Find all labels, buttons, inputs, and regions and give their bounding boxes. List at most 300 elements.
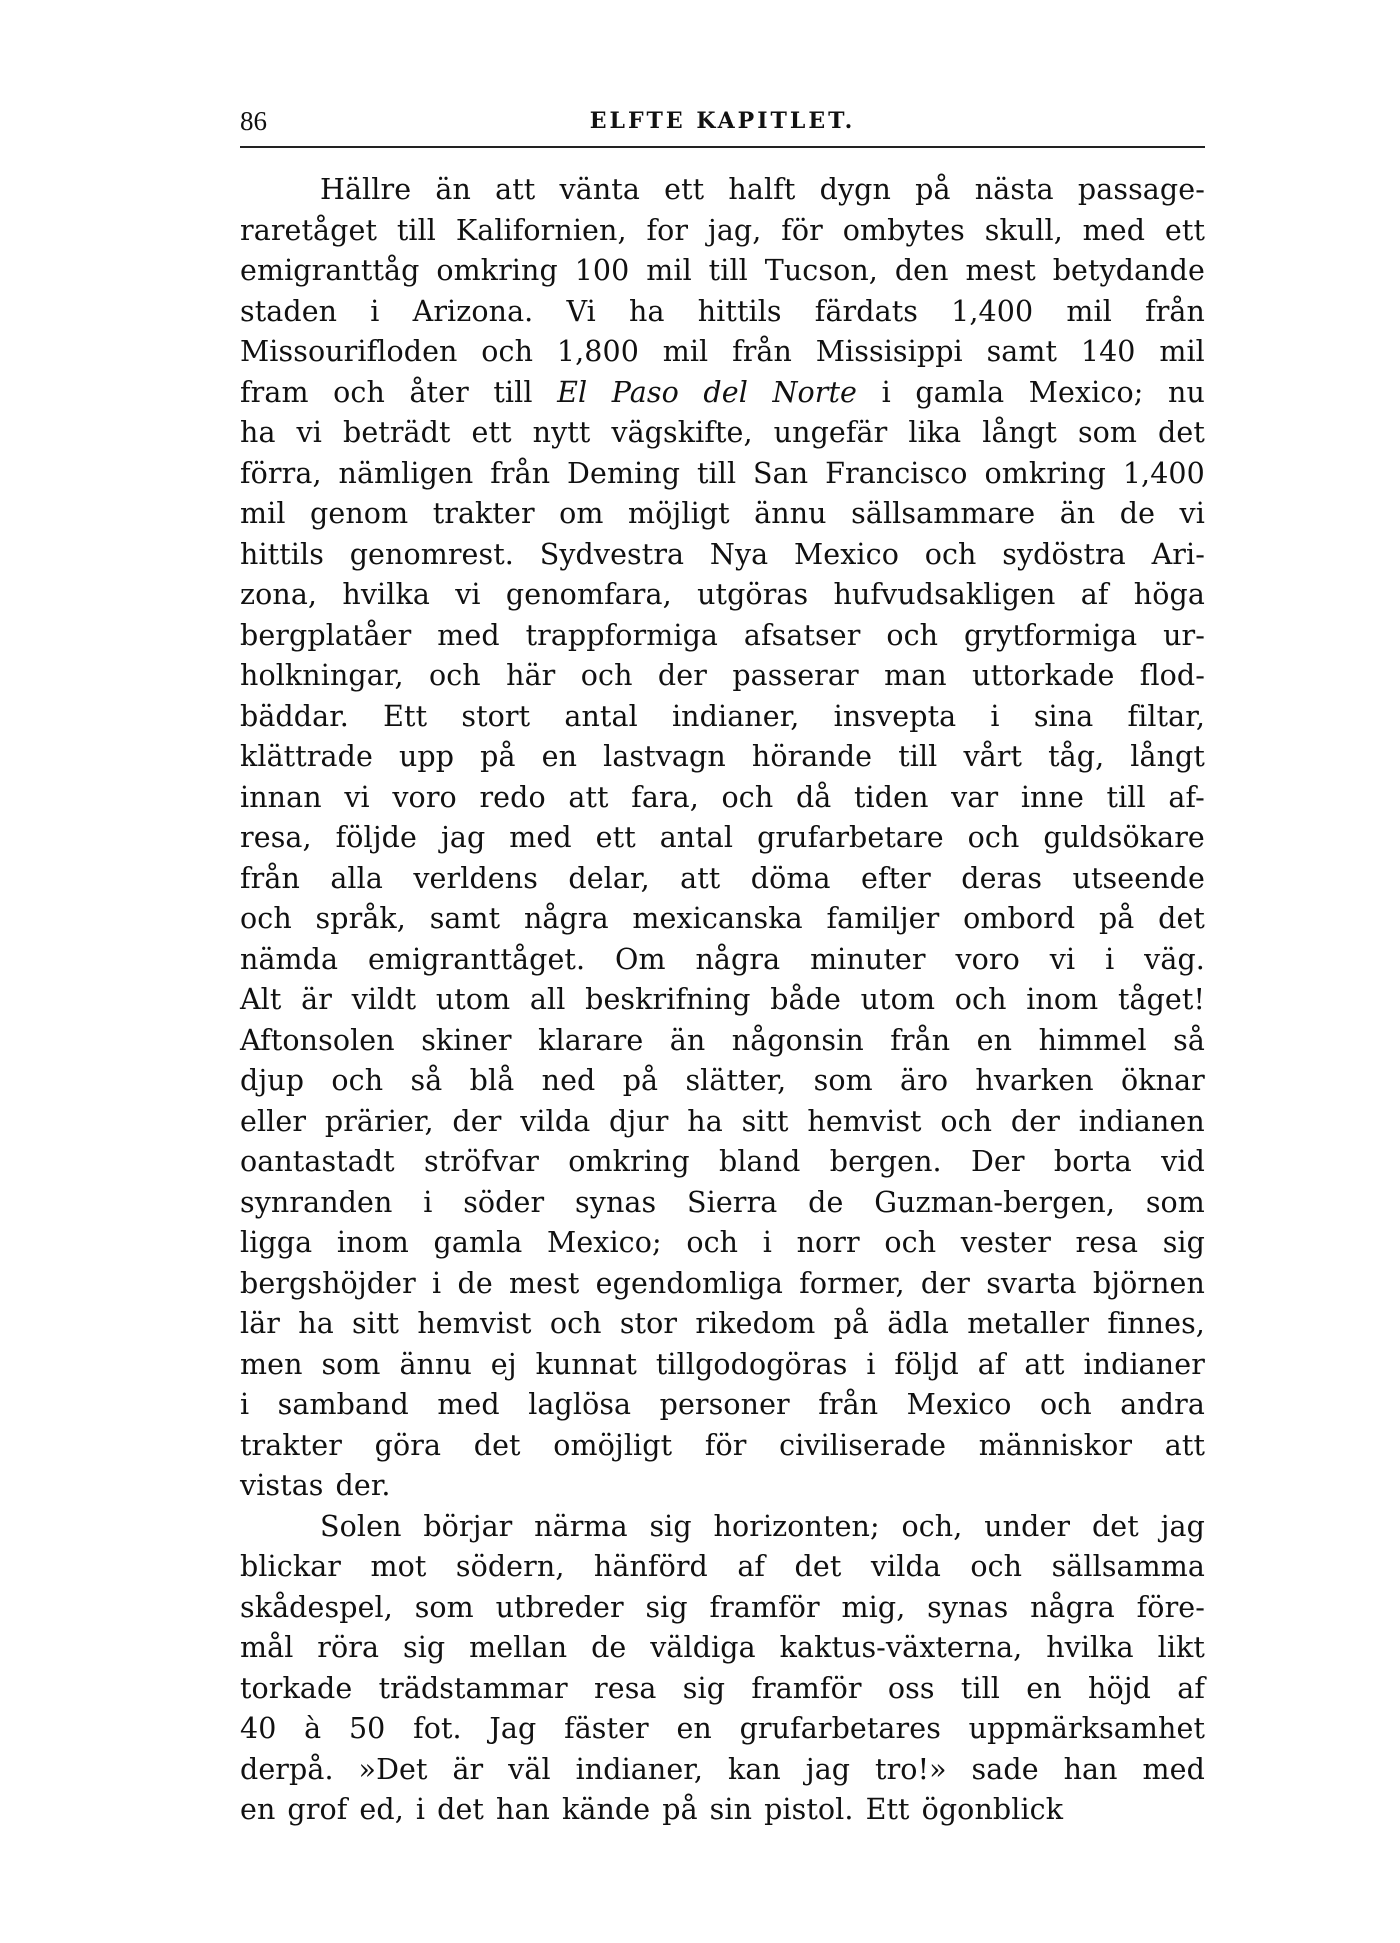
word: en [240, 1793, 276, 1826]
word: framför [751, 1671, 862, 1705]
text-line [240, 859, 1205, 900]
word: det [1158, 416, 1205, 449]
word: från [732, 335, 792, 368]
word: det [1158, 902, 1205, 935]
word: Kalifornien, [455, 213, 627, 247]
word: civiliserade [779, 1428, 947, 1462]
word: Der [970, 1145, 1025, 1178]
word: af [977, 1347, 1006, 1381]
word: ett [1164, 213, 1205, 247]
word: till [493, 375, 533, 409]
word: att [1024, 1347, 1065, 1381]
word: sig [682, 1671, 726, 1705]
word: som [414, 1590, 474, 1624]
word: 50 [348, 1712, 386, 1745]
word: resa, [240, 821, 312, 854]
word: är [301, 983, 332, 1016]
word: och [428, 659, 481, 692]
text-line [240, 251, 1205, 292]
word: och [331, 1064, 384, 1097]
word: 1,800 [556, 335, 639, 368]
word: från [1145, 294, 1205, 328]
word: fäster [564, 1712, 649, 1745]
word: ha [629, 294, 665, 328]
word: kände [562, 1793, 651, 1826]
word: utgöras [697, 578, 809, 611]
word: hvilka [1046, 1631, 1134, 1664]
word: Alt [240, 983, 282, 1016]
word: samband [277, 1388, 409, 1421]
word: med [1082, 213, 1146, 247]
word: bergshöjder [240, 1266, 416, 1300]
word: väg. [1144, 942, 1205, 976]
word: Paso [611, 375, 679, 409]
text-line [240, 1102, 1205, 1143]
word: sig [1162, 1226, 1205, 1259]
word: de [457, 1266, 493, 1300]
word: för [781, 213, 823, 247]
word: den [894, 254, 949, 287]
word: for [646, 213, 689, 247]
word: på [622, 1064, 659, 1097]
word: och [686, 1226, 739, 1259]
word: klarare [538, 1023, 644, 1057]
word: man [884, 659, 947, 692]
word: så [410, 1064, 443, 1097]
word: holkningar, [240, 659, 404, 692]
chapter-title: ELFTE KAPITLET. [589, 108, 856, 134]
word: att [680, 861, 721, 895]
word: mest [509, 1266, 580, 1300]
word: ädla [887, 1307, 949, 1340]
word: himmel [1038, 1023, 1147, 1057]
word: guldsökare [1043, 821, 1205, 854]
word: han [495, 1793, 550, 1826]
word: horizonten; [713, 1509, 880, 1543]
word: i [762, 1226, 772, 1259]
text-line [240, 535, 1205, 576]
word: hittils [240, 537, 324, 571]
word: sällsamma [1051, 1550, 1205, 1583]
text-line [240, 1466, 1205, 1507]
word: synas [927, 1590, 1009, 1624]
word: emigranttåget. [367, 942, 586, 976]
word: sig [649, 1509, 692, 1543]
word: mot [370, 1550, 427, 1583]
word: mest [965, 254, 1036, 287]
word: inom [336, 1226, 409, 1259]
text-line [240, 454, 1205, 495]
word: döma [750, 861, 831, 895]
word: kan [727, 1752, 781, 1786]
word: indianer [1083, 1347, 1205, 1381]
word: bäddar. [240, 699, 349, 733]
word: före- [1136, 1590, 1205, 1624]
word: der [1010, 1104, 1060, 1138]
word: Mexico [906, 1388, 1012, 1421]
word: jag [805, 1752, 851, 1786]
text-line [240, 170, 1205, 211]
word: i [1105, 942, 1115, 976]
word: torkade [240, 1671, 353, 1705]
word: 1,400 [1122, 456, 1205, 490]
word: dygn [819, 173, 891, 206]
word: i [866, 1347, 876, 1381]
word: vi [455, 578, 481, 611]
word: det [437, 1793, 484, 1826]
word: genomrest. [349, 537, 514, 571]
text-line [240, 818, 1205, 859]
word: emigranttåg [240, 254, 420, 287]
word: trädstammar [378, 1671, 568, 1705]
word: vi [296, 416, 322, 449]
word: oss [887, 1671, 935, 1705]
word: borta [1053, 1145, 1132, 1178]
word: närma [534, 1509, 628, 1543]
word: och [549, 1307, 602, 1340]
word: nytt [532, 416, 591, 449]
word: ett [471, 416, 512, 449]
word: blickar [240, 1550, 342, 1583]
word: af [737, 1550, 766, 1583]
word: kaktus-växterna, [779, 1631, 1023, 1664]
word: färdats [814, 294, 918, 328]
word: alla [330, 861, 383, 895]
word: till [960, 1671, 1001, 1705]
word: nu [1167, 375, 1205, 409]
word: redo [479, 780, 546, 814]
word: sig [645, 1590, 688, 1624]
word: göra [374, 1428, 442, 1462]
word: Mexico [794, 537, 899, 571]
text-line [240, 1507, 1205, 1548]
word: trakter [240, 1428, 342, 1462]
word: indianer, [575, 1752, 704, 1786]
word: under [984, 1509, 1071, 1543]
word: omöjligt [553, 1428, 673, 1462]
text-line [240, 1588, 1205, 1629]
word: och [1040, 1388, 1092, 1421]
word: trappformiga [525, 618, 719, 652]
word: hemvist [417, 1307, 532, 1340]
word: och [884, 1226, 937, 1259]
text-line [240, 494, 1205, 535]
word: vi [344, 780, 370, 814]
word: till [708, 254, 748, 287]
word: gamla [433, 1226, 523, 1259]
word: af- [1168, 780, 1205, 814]
word: tiden [854, 780, 929, 814]
word: mål [240, 1631, 294, 1664]
word: finnes, [1107, 1307, 1205, 1340]
word: de [1119, 497, 1156, 530]
word: pistol. [764, 1793, 854, 1826]
word: en [676, 1712, 712, 1745]
word: Om [615, 942, 666, 976]
text-line [240, 1304, 1205, 1345]
text-line [240, 1345, 1205, 1386]
word: ha [687, 1104, 723, 1138]
text-line [240, 616, 1205, 657]
word: efter [861, 861, 931, 895]
word: »Det [358, 1752, 428, 1786]
word: än [1059, 497, 1096, 530]
word: rikedom [695, 1307, 816, 1340]
word: åter [409, 375, 469, 409]
header-rule [240, 146, 1205, 148]
word: nämda [240, 942, 339, 976]
word: vi [1179, 497, 1205, 530]
word: raretåget [240, 213, 378, 247]
word: jag, [707, 213, 762, 247]
word: långt [982, 416, 1057, 449]
word: följde [335, 821, 417, 854]
word: från [890, 1023, 951, 1057]
word: beträdt [342, 416, 451, 449]
word: hvarken [975, 1064, 1094, 1097]
word: ombord [963, 902, 1076, 935]
word: grufarbetares [739, 1712, 941, 1745]
text-line [240, 1790, 1205, 1831]
word: minuter [810, 942, 926, 976]
word: Jag [489, 1712, 537, 1745]
word: San [753, 456, 809, 490]
word: vänta [559, 173, 640, 206]
word: i [370, 294, 380, 328]
word: El [557, 375, 588, 409]
word: 100 [574, 254, 630, 287]
word: som [321, 1347, 381, 1381]
word: laglösa [528, 1388, 632, 1421]
word: vilda [520, 1104, 591, 1138]
word: indianen [1078, 1104, 1205, 1138]
word: sade [971, 1752, 1039, 1786]
word: skull, [984, 213, 1063, 247]
word: kunnat [535, 1347, 637, 1381]
word: sin [709, 1793, 753, 1826]
word: framför [709, 1590, 820, 1624]
word: i [240, 1388, 250, 1421]
word: lastvagn [603, 740, 726, 773]
word: de [808, 1185, 844, 1219]
text-line [240, 940, 1205, 981]
word: lär [240, 1307, 281, 1340]
word: vid [1161, 1145, 1205, 1178]
word: så [1173, 1023, 1205, 1057]
word: norr [796, 1226, 860, 1259]
word: han [1063, 1752, 1118, 1786]
word: var [951, 780, 999, 814]
word: från [240, 861, 300, 895]
word: vildt [351, 983, 417, 1016]
text-line [240, 1547, 1205, 1588]
word: vilda [870, 1550, 941, 1583]
text-line [240, 1628, 1205, 1669]
word: några [695, 942, 781, 976]
word: och [970, 1550, 1023, 1583]
word: på [915, 173, 951, 206]
word: der [657, 659, 707, 692]
word: ungefär [773, 416, 888, 449]
word: flod- [1139, 659, 1205, 692]
text-line [240, 778, 1205, 819]
word: med [509, 821, 572, 854]
word: grof [287, 1793, 348, 1826]
word: utom [860, 983, 936, 1016]
word: väldiga [650, 1631, 756, 1664]
word: än [669, 1023, 706, 1057]
text-line [240, 1223, 1205, 1264]
text-line [240, 1426, 1205, 1467]
word: sitt [352, 1307, 400, 1340]
word: ligga [240, 1226, 313, 1259]
word: filtar, [1127, 699, 1205, 733]
word: och, [901, 1509, 963, 1543]
word: ur- [1163, 618, 1205, 652]
word: på [662, 1793, 698, 1826]
word: derpå. [240, 1752, 334, 1786]
text-line [240, 899, 1205, 940]
word: ett [595, 821, 636, 854]
word: mil [646, 254, 692, 287]
word: skiner [421, 1023, 512, 1057]
word: inom [1026, 983, 1099, 1016]
word: insvepta [833, 699, 957, 733]
word: tåget! [1117, 983, 1205, 1016]
word: stort [461, 699, 531, 733]
word: att [495, 173, 536, 206]
word: i [415, 1793, 426, 1826]
word: passage- [1077, 173, 1205, 206]
word: till [1106, 780, 1146, 814]
word: och [954, 983, 1007, 1016]
word: djup [240, 1064, 305, 1097]
word: hufvudsakligen [833, 578, 1056, 611]
word: ännu [399, 1347, 472, 1381]
word: men [240, 1347, 303, 1381]
word: 1,400 [951, 294, 1034, 328]
word: personer [659, 1388, 790, 1421]
paragraph [240, 170, 1205, 1507]
word: beskrifning [585, 983, 751, 1016]
word: lika [908, 416, 962, 449]
word: oantastadt [240, 1145, 395, 1178]
word: till [898, 740, 938, 773]
word: att [568, 780, 609, 814]
word: nästa [974, 173, 1054, 206]
word: stor [619, 1307, 678, 1340]
word: långt [1130, 740, 1205, 773]
word: passerar [732, 659, 859, 692]
word: utom [435, 983, 511, 1016]
word: familjer [826, 902, 940, 935]
word: på [1098, 902, 1135, 935]
word: Mexico; [1028, 375, 1144, 409]
word: i [423, 1185, 433, 1219]
word: Vi [566, 294, 596, 328]
word: ej [490, 1347, 517, 1381]
word: afsatser [743, 618, 861, 652]
word: Missourifloden [240, 335, 458, 368]
word: någonsin [731, 1023, 864, 1057]
word: Ari- [1151, 537, 1205, 571]
word: ströfvar [424, 1145, 539, 1178]
text-line [240, 1264, 1205, 1305]
word: med [1142, 1752, 1205, 1786]
word: med [437, 618, 500, 652]
word: samt [986, 335, 1058, 368]
word: del [703, 375, 748, 409]
word: all [529, 983, 566, 1016]
text-line [240, 1142, 1205, 1183]
word: der [452, 1104, 502, 1138]
word: några [1030, 1590, 1115, 1624]
text-line [240, 575, 1205, 616]
word: omkring [436, 254, 558, 287]
word: Sierra [687, 1185, 778, 1219]
word: ett [664, 173, 705, 206]
word: än [435, 173, 471, 206]
word: halft [728, 173, 796, 206]
word: och [240, 902, 292, 935]
word: gamla [915, 375, 1005, 409]
word: andra [1120, 1388, 1205, 1421]
word: zona, [240, 578, 318, 611]
word: börjar [423, 1509, 513, 1543]
word: höga [1133, 578, 1205, 611]
word: en [541, 740, 578, 773]
word: à [304, 1712, 322, 1745]
word: väl [508, 1752, 551, 1786]
word: Hällre [320, 173, 412, 206]
word: med [437, 1388, 500, 1421]
word: hörande [751, 740, 873, 773]
word: utseende [1072, 861, 1205, 895]
word: indianer, [671, 699, 800, 733]
word: till [696, 456, 737, 490]
text-line [240, 332, 1205, 373]
word: Sydvestra [539, 537, 685, 571]
word: verldens [413, 861, 538, 895]
word: ögonblick [921, 1793, 1064, 1826]
word: innan [240, 780, 322, 814]
word: ed, [359, 1793, 404, 1826]
word: från [490, 456, 551, 490]
word: genom [310, 497, 409, 530]
word: Ett [383, 699, 428, 733]
word: sig [402, 1631, 446, 1664]
word: det [473, 1428, 521, 1462]
text-line [240, 1183, 1205, 1224]
word: blå [469, 1064, 515, 1097]
word: Francisco [825, 456, 968, 490]
word: bland [719, 1145, 801, 1178]
word: staden [240, 294, 338, 328]
word: Aftonsolen [240, 1023, 395, 1057]
word: voro [955, 942, 1020, 976]
word: ombytes [842, 213, 965, 247]
word: Ett [865, 1793, 910, 1826]
text-line [240, 373, 1205, 414]
word: slätter, [685, 1064, 787, 1097]
word: och [924, 537, 977, 571]
word: ned [541, 1064, 596, 1097]
word: klättrade [240, 740, 373, 773]
word: som [813, 1064, 873, 1097]
word: Norte [772, 375, 858, 409]
word: en [1026, 1671, 1062, 1705]
word: omkring [984, 456, 1106, 490]
